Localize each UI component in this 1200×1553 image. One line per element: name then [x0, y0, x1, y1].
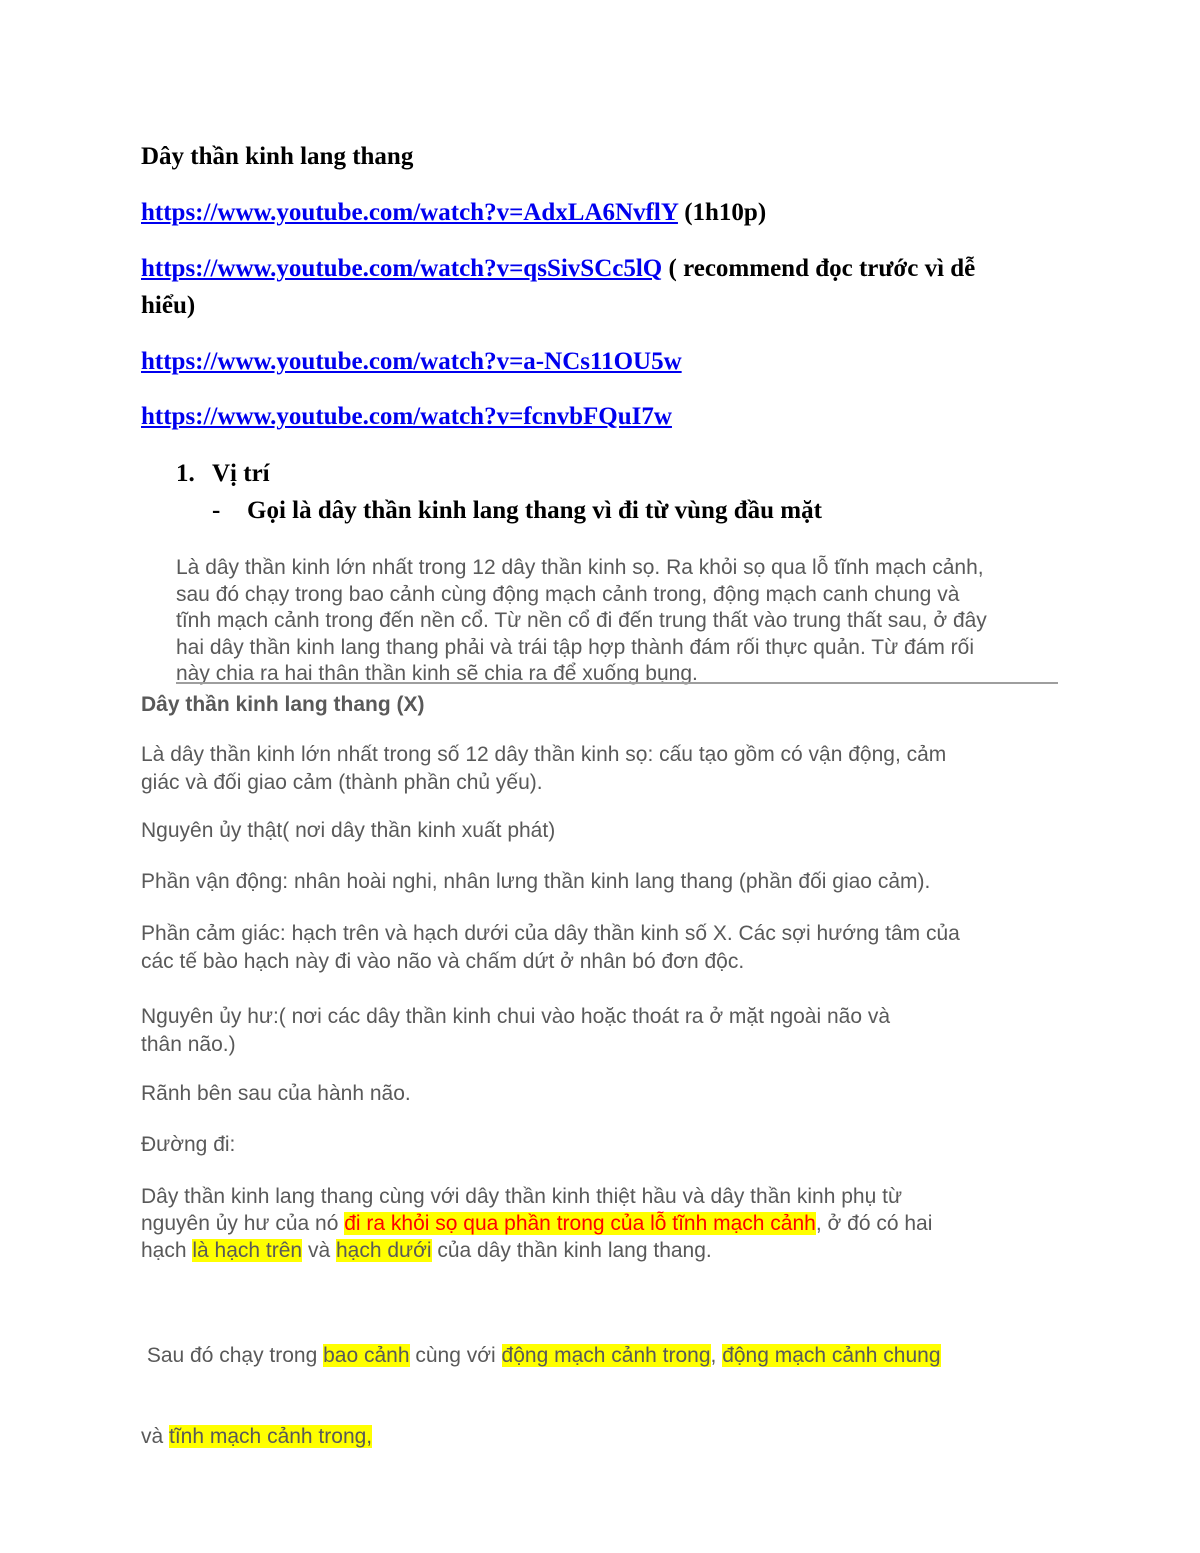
plain-text: cùng với: [409, 1344, 502, 1367]
paragraph-line: [141, 1237, 932, 1264]
link-note-2-continued: hiểu): [141, 292, 196, 319]
link-line-3: [141, 348, 682, 376]
section1-line: này chia ra hai thân thần kinh sẽ chia ra để xuống bụng.: [176, 662, 698, 685]
intro-line: giác và đối giao cảm (thành phần chủ yếu).: [141, 771, 543, 794]
duong-di-label: Đường đi:: [141, 1133, 236, 1156]
plain-text: ,: [710, 1344, 723, 1367]
highlighted-text: tĩnh mạch cảnh trong,: [169, 1425, 373, 1448]
plain-text: và: [141, 1425, 170, 1448]
cam-giac-line: Phần cảm giác: hạch trên và hạch dưới của dây thần kinh số X. Các sợi hướng tâm của: [141, 922, 960, 945]
link-line-2: [141, 255, 975, 283]
link-note-2: ( recommend đọc trước vì dễ: [662, 255, 976, 282]
section1-paragraph: [176, 555, 987, 688]
ranh-ben-sau: Rãnh bên sau của hành não.: [141, 1082, 411, 1105]
section1-line: Là dây thần kinh lớn nhất trong 12 dây thần kinh sọ. Ra khỏi sọ qua lỗ tĩnh mạch cảnh,: [176, 556, 984, 579]
youtube-link-4[interactable]: https://www.youtube.com/watch?v=fcnvbFQuI7w: [141, 403, 672, 430]
bullet-dash: -: [212, 497, 221, 524]
duong-di-paragraph-1: [141, 1183, 932, 1264]
duong-di-paragraph-2: [141, 1288, 941, 1504]
phan-van-dong: Phần vận động: nhân hoài nghi, nhân lưng thần kinh lang thang (phần đối giao cảm).: [141, 870, 931, 893]
plain-text: và: [302, 1239, 336, 1262]
highlighted-text: động mạch cảnh trong: [501, 1344, 711, 1367]
youtube-link-3[interactable]: https://www.youtube.com/watch?v=a-NCs11OU5w: [141, 348, 682, 375]
youtube-link-2[interactable]: https://www.youtube.com/watch?v=qsSivSCc5lQ: [141, 255, 663, 282]
bullet-text: Gọi là dây thần kinh lang thang vì đi từ vùng đầu mặt: [247, 497, 822, 524]
phan-cam-giac: [141, 920, 960, 976]
highlighted-text: hạch dưới: [335, 1239, 432, 1262]
plain-text: của dây thần kinh lang thang.: [431, 1239, 712, 1262]
intro-line: Là dây thần kinh lớn nhất trong số 12 dây thần kinh sọ: cấu tạo gồm có vận động, cảm: [141, 743, 947, 766]
nguyen-uy-hu-line: Nguyên ủy hư:( nơi các dây thần kinh chui vào hoặc thoát ra ở mặt ngoài não và: [141, 1005, 891, 1028]
paragraph-line: [141, 1342, 941, 1369]
youtube-link-1[interactable]: https://www.youtube.com/watch?v=AdxLA6NvflY: [141, 199, 678, 226]
cam-giac-line: các tế bào hạch này đi vào não và chấm dứt ở nhân bó đơn độc.: [141, 950, 745, 973]
highlighted-text: là hạch trên: [192, 1239, 303, 1262]
plain-text: hạch: [141, 1239, 193, 1262]
plain-text: , ở đó có hai: [815, 1212, 933, 1235]
link-line-1: [141, 199, 766, 227]
section2-heading: Dây thần kinh lang thang (X): [141, 693, 425, 716]
section-heading-vi-tri: Vị trí: [212, 460, 270, 487]
section1-line: tĩnh mạch cảnh trong đến nền cổ. Từ nền cổ đi đến trung thất vào trung thất sau, ở đây: [176, 609, 987, 632]
highlighted-red-text: đi ra khỏi sọ qua: [344, 1212, 505, 1235]
highlighted-text: bao cảnh: [323, 1344, 410, 1367]
highlighted-text: động mạch cảnh chung: [722, 1344, 941, 1367]
paragraph-line: Dây thần kinh lang thang cùng với dây thần kinh thiệt hầu và dây thần kinh phụ từ: [141, 1185, 903, 1208]
nguyen-uy-hu-line: thân não.): [141, 1033, 236, 1056]
nguyen-uy-hu: [141, 1003, 890, 1059]
section1-line: sau đó chạy trong bao cảnh cùng động mạch cảnh trong, động mạch canh chung và: [176, 582, 960, 606]
paragraph-line: [141, 1210, 932, 1237]
link-line-4: [141, 403, 672, 431]
list-number-1: 1.: [176, 460, 195, 487]
nguyen-uy-that: Nguyên ủy thật( nơi dây thần kinh xuất phát): [141, 819, 556, 842]
document-title: Dây thần kinh lang thang: [141, 143, 414, 170]
horizontal-divider: [176, 682, 1058, 684]
plain-text: nguyên ủy hư của nó: [141, 1212, 345, 1235]
plain-text: Sau đó chạy trong: [141, 1344, 324, 1367]
paragraph-line: [141, 1423, 941, 1450]
highlighted-red-text: phần trong của lỗ tĩnh mạch cảnh: [504, 1212, 816, 1235]
section2-intro: [141, 741, 946, 797]
link-note-1: (1h10p): [677, 199, 767, 226]
section1-line: hai dây thần kinh lang thang phải và trái tập hợp thành đám rối thực quản. Từ đám rối: [176, 635, 974, 659]
